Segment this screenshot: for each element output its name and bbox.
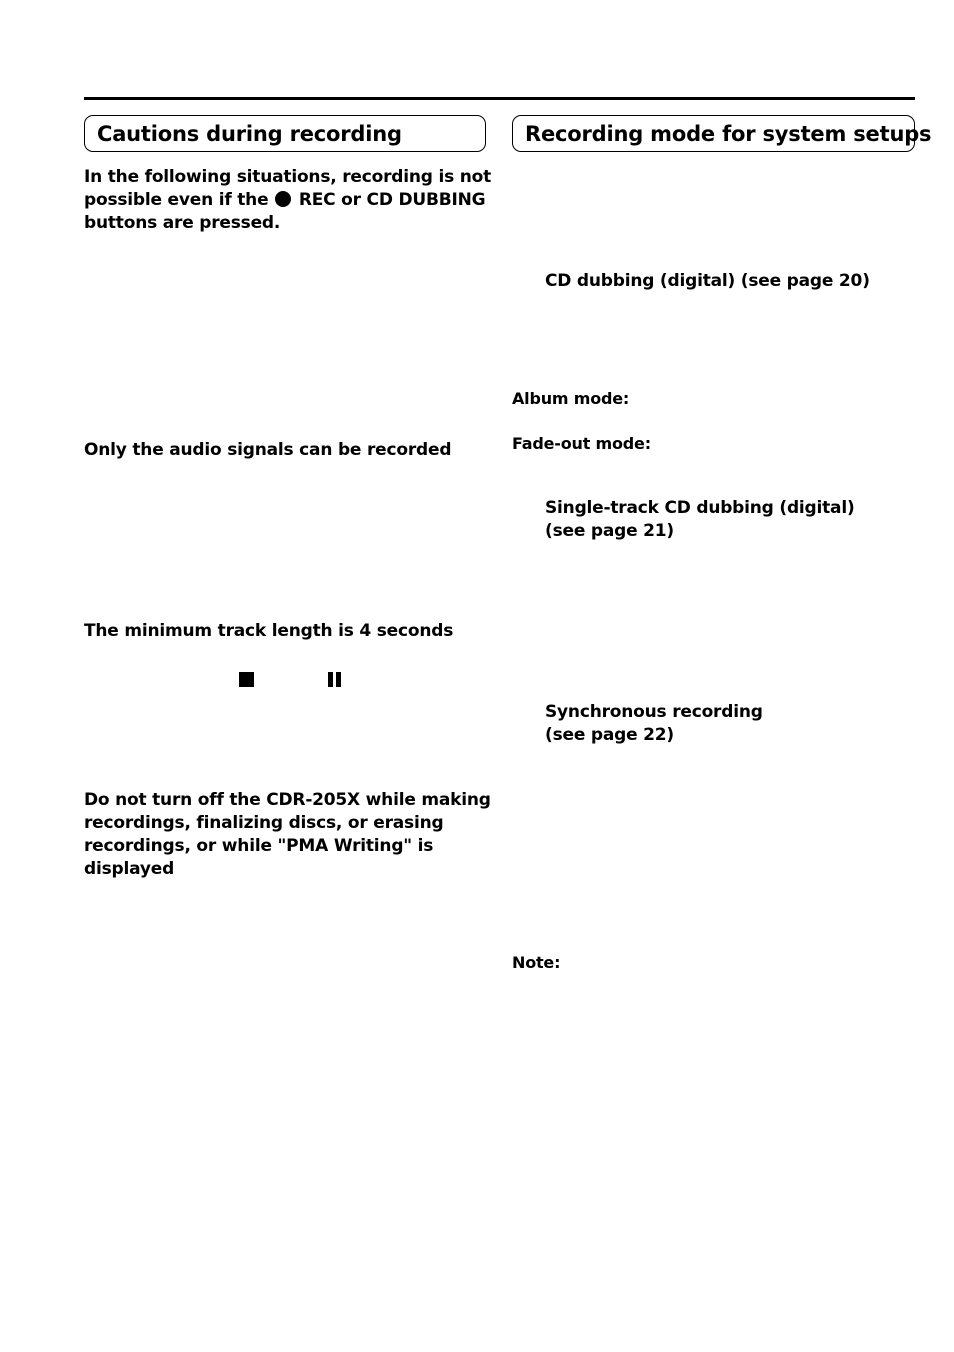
section-title-recording-mode-label: Recording mode for system setups [525,121,932,146]
section-title-cautions-label: Cautions during recording [97,121,402,146]
intro-line-2 [84,189,491,212]
label-note: Note: [512,953,561,972]
top-rule [84,97,915,100]
section-title-cautions [84,115,486,152]
label-fade-out-mode: Fade-out mode: [512,434,651,453]
intro-text [84,166,491,235]
pause-icon [327,672,342,687]
intro-line-1: In the following situations, recording is not [84,167,492,187]
intro-line-2-end: REC or CD DUBBING [298,190,486,210]
power-warning-line-3: recordings, or while "PMA Writing" is [84,836,434,856]
heading-single-track-dubbing [545,497,855,543]
heading-cd-dubbing: CD dubbing (digital) (see page 20) [545,271,870,291]
single-track-line-1: Single-track CD dubbing (digital) [545,498,855,518]
record-dot-icon [275,191,291,207]
sync-line-2: (see page 22) [545,725,674,745]
heading-min-track-length: The minimum track length is 4 seconds [84,621,454,641]
power-warning-line-1: Do not turn off the CDR-205X while making [84,790,491,810]
single-track-line-2: (see page 21) [545,521,674,541]
intro-line-2-start: possible even if the [84,190,269,210]
power-warning-line-4: displayed [84,859,175,879]
label-album-mode: Album mode: [512,389,630,408]
section-title-recording-mode [512,115,932,152]
intro-line-3: buttons are pressed. [84,213,281,233]
stop-icon [239,672,254,687]
heading-audio-signals: Only the audio signals can be recorded [84,440,452,460]
power-warning-line-2: recordings, finalizing discs, or erasing [84,813,444,833]
heading-synchronous-recording [545,701,763,747]
power-warning [84,789,491,881]
sync-line-1: Synchronous recording [545,702,763,722]
